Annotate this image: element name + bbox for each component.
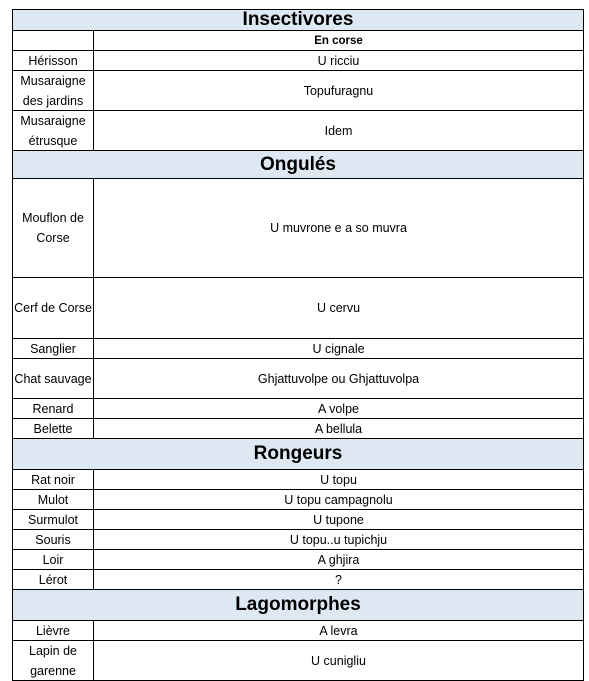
section-header-rongeurs: [12, 439, 584, 470]
french-name: Sanglier: [13, 339, 94, 358]
table-row: [12, 510, 584, 530]
table-row: [12, 359, 584, 399]
column-header-row: [12, 31, 584, 51]
corsican-name: A ghjira: [317, 552, 360, 567]
french-name: Mulot: [13, 490, 94, 509]
table-row: [12, 621, 584, 641]
corsican-name: ?: [335, 572, 342, 587]
french-name: Chat sauvage: [13, 359, 94, 398]
section-header-lagomorphes: [12, 590, 584, 621]
corsican-name: U muvrone e a so muvra: [270, 221, 407, 235]
corsican-name: U topu: [320, 472, 357, 487]
corsican-name: Ghjattuvolpe ou Ghjattuvolpa: [257, 371, 420, 386]
french-name: Musaraigne étrusque: [13, 111, 94, 150]
section-title: Rongeurs: [253, 443, 343, 464]
french-name: Lièvre: [13, 621, 94, 640]
species-table: [12, 9, 584, 681]
corsican-name: U topu campagnolu: [284, 492, 393, 507]
section-title: Lagomorphes: [235, 594, 361, 615]
corsican-name: U cervu: [316, 301, 361, 315]
corsican-name: A levra: [319, 623, 358, 638]
table-row: [12, 111, 584, 151]
french-name: Lapin de garenne: [13, 641, 94, 680]
table-row: [12, 550, 584, 570]
french-name: Renard: [13, 399, 94, 418]
table-row: [12, 339, 584, 359]
column-header-blank: [13, 31, 94, 50]
french-name: Mouflon de Corse: [13, 179, 94, 277]
french-name: Rat noir: [13, 470, 94, 489]
french-name: Hérisson: [13, 51, 94, 70]
french-name: Lérot: [13, 570, 94, 589]
french-name: Belette: [13, 419, 94, 438]
table-row: [12, 490, 584, 510]
corsican-name: U ricciu: [317, 53, 360, 68]
section-header-ongules: [12, 151, 584, 179]
french-name: Cerf de Corse: [13, 278, 94, 338]
section-title: Ongulés: [259, 153, 336, 175]
section-title: Insectivores: [242, 9, 354, 30]
table-row: [12, 278, 584, 339]
table-row: [12, 641, 584, 681]
column-header-corse: En corse: [314, 34, 363, 47]
table-row: [12, 419, 584, 439]
table-row: [12, 179, 584, 278]
section-header-insectivores: [12, 9, 584, 31]
table-row: [12, 71, 584, 111]
corsican-name: U cunigliu: [311, 653, 366, 668]
table-row: [12, 570, 584, 590]
french-name: Surmulot: [13, 510, 94, 529]
corsican-name: A volpe: [317, 401, 359, 416]
corsican-name: U tupone: [313, 512, 364, 527]
french-name: Musaraigne des jardins: [13, 71, 94, 110]
corsican-name: Topufuragnu: [303, 83, 374, 98]
corsican-name: U topu..u tupichju: [289, 532, 388, 547]
corsican-name: Idem: [324, 123, 353, 138]
table-row: [12, 51, 584, 71]
corsican-name: A bellula: [314, 421, 363, 436]
table-row: [12, 470, 584, 490]
corsican-name: U cignale: [312, 341, 365, 356]
table-row: [12, 530, 584, 550]
table-row: [12, 399, 584, 419]
french-name: Souris: [13, 530, 94, 549]
french-name: Loir: [13, 550, 94, 569]
